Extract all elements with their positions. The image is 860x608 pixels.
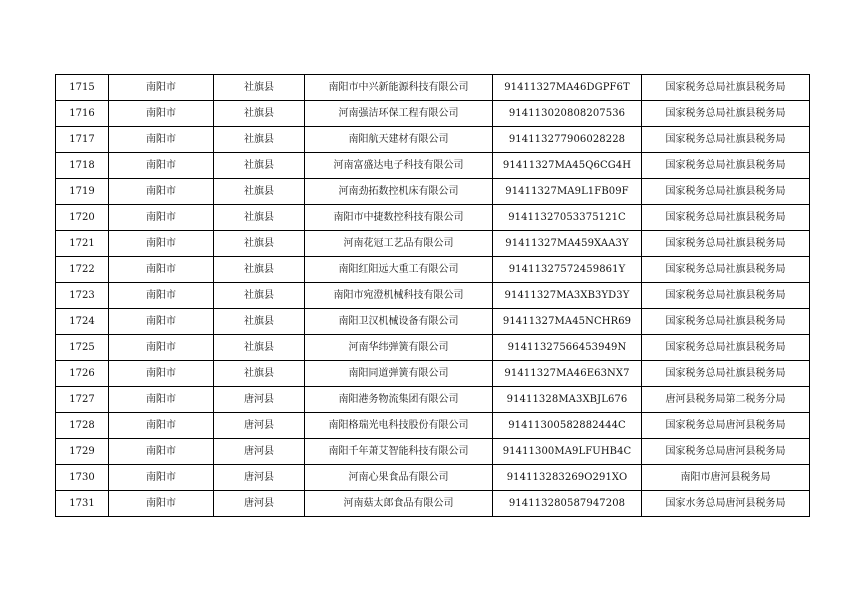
credit-code-cell: 91411327MA46DGPF6T (493, 75, 642, 101)
tax-authority-cell: 国家税务总局社旗县税务局 (642, 361, 810, 387)
row-number-cell: 1720 (56, 205, 109, 231)
credit-code-cell: 91411300582882444C (493, 413, 642, 439)
tax-authority-cell: 国家税务总局社旗县税务局 (642, 335, 810, 361)
tax-authority-cell: 国家税务总局社旗县税务局 (642, 127, 810, 153)
county-cell: 社旗县 (214, 283, 305, 309)
company-name-cell: 河南劲拓数控机床有限公司 (305, 179, 493, 205)
credit-code-cell: 91411327MA45Q6CG4H (493, 153, 642, 179)
company-name-cell: 河南强洁环保工程有限公司 (305, 101, 493, 127)
table-row (56, 335, 810, 361)
tax-authority-cell: 国家税务总局社旗县税务局 (642, 283, 810, 309)
tax-authority-cell: 国家税务总局社旗县税务局 (642, 153, 810, 179)
credit-code-cell: 914113020808207536 (493, 101, 642, 127)
row-number-cell: 1722 (56, 257, 109, 283)
city-cell: 南阳市 (109, 257, 214, 283)
city-cell: 南阳市 (109, 101, 214, 127)
credit-code-cell: 91411327MA45NCHR69 (493, 309, 642, 335)
credit-code-cell: 91411327MA3XB3YD3Y (493, 283, 642, 309)
tax-authority-cell: 国家税务总局唐河县税务局 (642, 439, 810, 465)
tax-authority-cell: 国家税务总局社旗县税务局 (642, 75, 810, 101)
city-cell: 南阳市 (109, 127, 214, 153)
county-cell: 唐河县 (214, 465, 305, 491)
county-cell: 社旗县 (214, 153, 305, 179)
city-cell: 南阳市 (109, 439, 214, 465)
table-body (56, 75, 810, 517)
row-number-cell: 1725 (56, 335, 109, 361)
county-cell: 社旗县 (214, 257, 305, 283)
city-cell: 南阳市 (109, 283, 214, 309)
table-row (56, 179, 810, 205)
company-name-cell: 河南花冠工艺品有限公司 (305, 231, 493, 257)
table-row (56, 153, 810, 179)
table-row (56, 439, 810, 465)
county-cell: 社旗县 (214, 205, 305, 231)
row-number-cell: 1730 (56, 465, 109, 491)
table-row (56, 309, 810, 335)
credit-code-cell: 91411327MA459XAA3Y (493, 231, 642, 257)
row-number-cell: 1721 (56, 231, 109, 257)
company-name-cell: 南阳市中兴新能源科技有限公司 (305, 75, 493, 101)
company-name-cell: 南阳红阳远大重工有限公司 (305, 257, 493, 283)
company-name-cell: 南阳市宛澄机械科技有限公司 (305, 283, 493, 309)
city-cell: 南阳市 (109, 491, 214, 517)
table-row (56, 283, 810, 309)
credit-code-cell: 91411327MA9L1FB09F (493, 179, 642, 205)
table-row (56, 257, 810, 283)
city-cell: 南阳市 (109, 179, 214, 205)
table-row (56, 75, 810, 101)
row-number-cell: 1727 (56, 387, 109, 413)
tax-authority-cell: 南阳市唐河县税务局 (642, 465, 810, 491)
table-row (56, 465, 810, 491)
city-cell: 南阳市 (109, 361, 214, 387)
tax-authority-cell: 国家税务总局社旗县税务局 (642, 101, 810, 127)
row-number-cell: 1729 (56, 439, 109, 465)
table-row (56, 413, 810, 439)
county-cell: 唐河县 (214, 491, 305, 517)
credit-code-cell: 914113277906028228 (493, 127, 642, 153)
county-cell: 社旗县 (214, 101, 305, 127)
table-row (56, 101, 810, 127)
row-number-cell: 1728 (56, 413, 109, 439)
company-name-cell: 河南华纬弹簧有限公司 (305, 335, 493, 361)
county-cell: 社旗县 (214, 75, 305, 101)
company-name-cell: 南阳格瑞光电科技股份有限公司 (305, 413, 493, 439)
company-name-cell: 河南心果食品有限公司 (305, 465, 493, 491)
row-number-cell: 1716 (56, 101, 109, 127)
county-cell: 唐河县 (214, 439, 305, 465)
county-cell: 唐河县 (214, 387, 305, 413)
city-cell: 南阳市 (109, 153, 214, 179)
credit-code-cell: 91411327053375121C (493, 205, 642, 231)
county-cell: 社旗县 (214, 361, 305, 387)
tax-authority-cell: 国家税务总局社旗县税务局 (642, 309, 810, 335)
city-cell: 南阳市 (109, 231, 214, 257)
county-cell: 唐河县 (214, 413, 305, 439)
company-name-cell: 河南菇太郎食品有限公司 (305, 491, 493, 517)
tax-authority-cell: 国家税务总局社旗县税务局 (642, 257, 810, 283)
tax-authority-cell: 国家税务总局社旗县税务局 (642, 231, 810, 257)
tax-authority-cell: 国家水务总局唐河县税务局 (642, 491, 810, 517)
row-number-cell: 1719 (56, 179, 109, 205)
tax-authority-cell: 唐河县税务局第二税务分局 (642, 387, 810, 413)
credit-code-cell: 914113283269O291XO (493, 465, 642, 491)
tax-authority-cell: 国家税务总局社旗县税务局 (642, 179, 810, 205)
row-number-cell: 1731 (56, 491, 109, 517)
company-name-cell: 南阳市中捷数控科技有限公司 (305, 205, 493, 231)
table-row (56, 361, 810, 387)
company-name-cell: 南阳港务物流集团有限公司 (305, 387, 493, 413)
credit-code-cell: 914113280587947208 (493, 491, 642, 517)
row-number-cell: 1717 (56, 127, 109, 153)
county-cell: 社旗县 (214, 179, 305, 205)
county-cell: 社旗县 (214, 231, 305, 257)
tax-authority-cell: 国家税务总局唐河县税务局 (642, 413, 810, 439)
table-row (56, 491, 810, 517)
city-cell: 南阳市 (109, 75, 214, 101)
table-row (56, 127, 810, 153)
company-name-cell: 河南富盛达电子科技有限公司 (305, 153, 493, 179)
row-number-cell: 1718 (56, 153, 109, 179)
city-cell: 南阳市 (109, 335, 214, 361)
city-cell: 南阳市 (109, 387, 214, 413)
county-cell: 社旗县 (214, 127, 305, 153)
credit-code-cell: 91411328MA3XBJL676 (493, 387, 642, 413)
row-number-cell: 1724 (56, 309, 109, 335)
table-row (56, 387, 810, 413)
city-cell: 南阳市 (109, 465, 214, 491)
city-cell: 南阳市 (109, 309, 214, 335)
county-cell: 社旗县 (214, 309, 305, 335)
taxpayer-table (55, 74, 810, 517)
company-name-cell: 南阳航天建材有限公司 (305, 127, 493, 153)
credit-code-cell: 91411327566453949N (493, 335, 642, 361)
city-cell: 南阳市 (109, 413, 214, 439)
city-cell: 南阳市 (109, 205, 214, 231)
tax-authority-cell: 国家税务总局社旗县税务局 (642, 205, 810, 231)
row-number-cell: 1723 (56, 283, 109, 309)
row-number-cell: 1726 (56, 361, 109, 387)
table-row (56, 205, 810, 231)
company-name-cell: 南阳千年萧艾智能科技有限公司 (305, 439, 493, 465)
credit-code-cell: 91411327MA46E63NX7 (493, 361, 642, 387)
credit-code-cell: 91411327572459861Y (493, 257, 642, 283)
credit-code-cell: 91411300MA9LFUHB4C (493, 439, 642, 465)
county-cell: 社旗县 (214, 335, 305, 361)
table-row (56, 231, 810, 257)
company-name-cell: 南阳同道弹簧有限公司 (305, 361, 493, 387)
company-name-cell: 南阳卫汉机械设备有限公司 (305, 309, 493, 335)
row-number-cell: 1715 (56, 75, 109, 101)
